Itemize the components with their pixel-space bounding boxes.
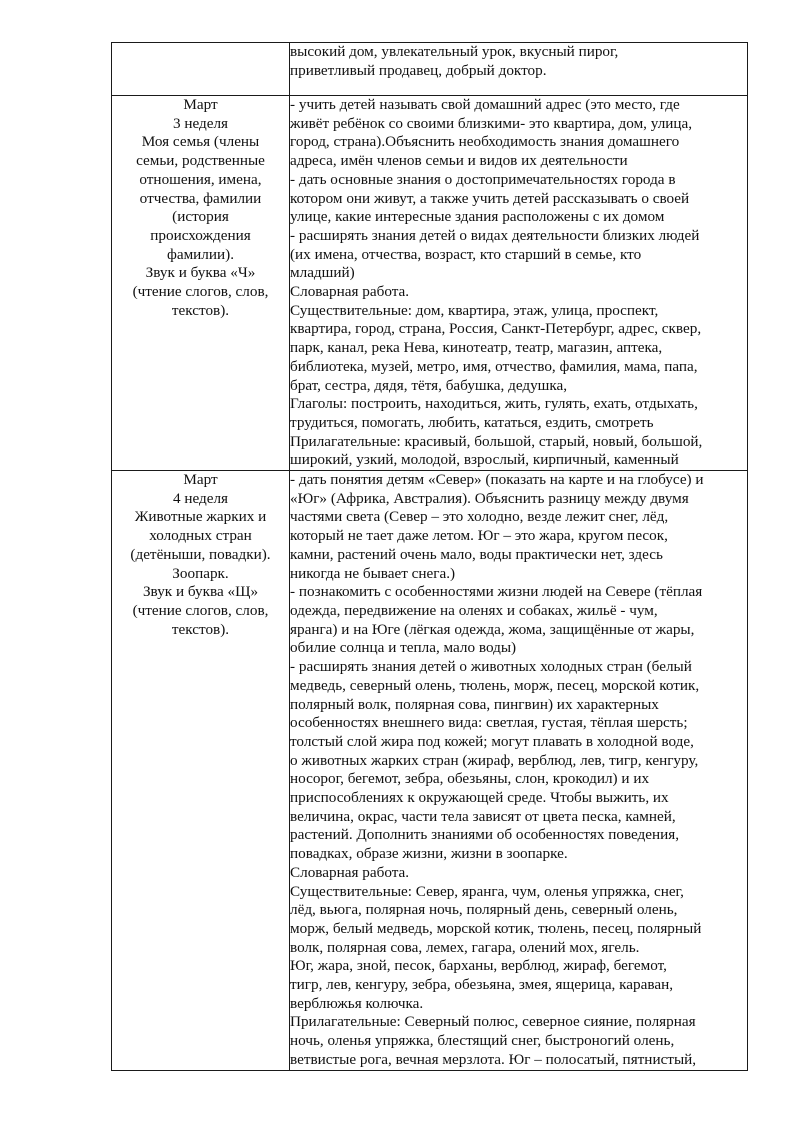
topic-line: холодных стран bbox=[149, 527, 252, 545]
goal-text-line: парк, канал, река Нева, кинотеатр, театр, магазин, аптека, bbox=[290, 339, 663, 357]
table-row bbox=[112, 471, 748, 1071]
topic-line: текстов). bbox=[171, 620, 230, 638]
goal-text-line: морж, белый медведь, морской котик, тюлень, песец, полярный bbox=[290, 919, 702, 937]
goal-text-line: Существительные: Север, яранга, чум, оленья упряжка, снег, bbox=[290, 882, 684, 900]
goal-text-line: Прилагательные: Северный полюс, северное сияние, полярная bbox=[290, 1013, 696, 1031]
goal-text-line: улице, какие интересные здания расположены с их домом bbox=[290, 208, 665, 226]
topic-line: (история bbox=[172, 208, 229, 226]
lesson-plan-table bbox=[111, 42, 748, 1071]
topic-cell bbox=[112, 96, 290, 471]
topic-line: Моя семья (члены bbox=[141, 133, 260, 151]
topic-line: Звук и буква «Щ» bbox=[142, 583, 259, 601]
goal-text-line: медведь, северный олень, тюлень, морж, песец, морской котик, bbox=[290, 676, 700, 694]
topic-line: Животные жарких и bbox=[134, 508, 267, 526]
goal-text-line: никогда не бывает снега.) bbox=[290, 564, 456, 582]
topic-line: 3 неделя bbox=[172, 114, 229, 132]
goal-text-line: лёд, вьюга, полярная ночь, полярный день, северный олень, bbox=[290, 901, 678, 919]
goal-text-line: ночь, оленья упряжка, блестящий снег, быстроногий олень, bbox=[290, 1032, 675, 1050]
topic-cell bbox=[112, 471, 290, 1071]
topic-line: (чтение слогов, слов, bbox=[132, 601, 269, 619]
goal-text-line: Словарная работа. bbox=[290, 863, 410, 881]
topic-line: Зоопарк. bbox=[172, 564, 229, 582]
goal-text-line: квартира, город, страна, Россия, Санкт-Петербург, адрес, сквер, bbox=[290, 320, 702, 338]
goal-text-line: «Юг» (Африка, Австралия). Объяснить разницу между двумя bbox=[290, 489, 689, 507]
goal-text-line: - учить детей называть свой домашний адрес (это место, где bbox=[290, 96, 680, 113]
goal-text-line: библиотека, музей, метро, имя, отчество, фамилия, мама, папа, bbox=[290, 357, 698, 375]
goal-text-line: город, страна).Объяснить необходимость знания домашнего bbox=[290, 133, 680, 151]
goal-text-line: Юг, жара, зной, песок, барханы, верблюд, жираф, бегемот, bbox=[290, 957, 667, 975]
topic-cell bbox=[112, 43, 290, 96]
goal-text-line: камни, растений очень мало, воды практически нет, здесь bbox=[290, 545, 663, 563]
goal-text-line: особенностях внешнего вида: светлая, густая, тёплая шерсть; bbox=[290, 714, 688, 732]
goal-text-line: ветвистые рога, вечная мерзлота. Юг – полосатый, пятнистый, bbox=[290, 1050, 697, 1068]
table-row bbox=[112, 96, 748, 471]
goal-text-line: величина, окрас, части тела зависят от цвета песка, камней, bbox=[290, 807, 676, 825]
goal-text-line: Прилагательные: красивый, большой, старый, новый, большой, bbox=[290, 432, 703, 450]
goal-text-line: - познакомить с особенностями жизни людей на Севере (тёплая bbox=[290, 583, 703, 601]
goal-text-line: обилие солнца и тепла, мало воды) bbox=[290, 639, 517, 657]
goal-text-line: - дать основные знания о достопримечательностях города в bbox=[290, 170, 676, 188]
goal-text-line: приветливый продавец, добрый доктор. bbox=[290, 61, 547, 79]
topic-line: семьи, родственные bbox=[136, 152, 265, 170]
goal-text-line: - расширять знания детей о животных холодных стран (белый bbox=[290, 658, 692, 676]
table-row bbox=[112, 43, 748, 96]
goal-text-line: носорог, бегемот, зебра, обезьяны, слон, крокодил) и их bbox=[290, 770, 650, 788]
goal-text-line: Словарная работа. bbox=[290, 283, 410, 301]
topic-line: происхождения bbox=[150, 226, 251, 244]
goal-text-line: одежда, передвижение на оленях и собаках, жильё - чум, bbox=[290, 601, 658, 619]
topic-line: отчества, фамилии bbox=[139, 189, 262, 207]
goal-text-line: о животных жарких стран (жираф, верблюд, лев, тигр, кенгуру, bbox=[290, 751, 699, 769]
goal-text-line: - расширять знания детей о видах деятельности близких людей bbox=[290, 226, 700, 244]
topic-line: (чтение слогов, слов, bbox=[132, 283, 269, 301]
goals-cell bbox=[290, 43, 748, 96]
goal-text-line: полярный волк, полярная сова, пингвин) их характерных bbox=[290, 695, 659, 713]
topic-line: Звук и буква «Ч» bbox=[145, 264, 256, 282]
goal-text-line: повадках, образе жизни, жизни в зоопарке. bbox=[290, 845, 568, 863]
goal-text-line: толстый слой жира под кожей; могут плавать в холодной воде, bbox=[290, 732, 694, 750]
goal-text-line: младший) bbox=[290, 264, 355, 282]
topic-line: (детёныши, повадки). bbox=[130, 545, 271, 563]
topic-line: Март bbox=[183, 96, 218, 113]
goal-text-line: яранга) и на Юге (лёгкая одежда, жома, защищённые от жары, bbox=[290, 620, 695, 638]
goal-text-line: который не тает даже летом. Юг – это жара, кругом песок, bbox=[290, 527, 668, 545]
goal-text-line: частями света (Север – это холодно, везде лежит снег, лёд, bbox=[290, 508, 669, 526]
goal-text-line: Глаголы: построить, находиться, жить, гулять, ехать, отдыхать, bbox=[290, 395, 698, 413]
goal-text-line: адреса, имён членов семьи и видов их деятельности bbox=[290, 152, 628, 170]
goal-text-line: живёт ребёнок со своими близкими- это квартира, дом, улица, bbox=[290, 114, 693, 132]
topic-line: Март bbox=[183, 471, 218, 489]
topic-line: текстов). bbox=[171, 301, 230, 319]
goal-text-line: брат, сестра, дядя, тётя, бабушка, дедушка, bbox=[290, 376, 568, 394]
goal-text-line: - дать понятия детям «Север» (показать на карте и на глобусе) и bbox=[290, 471, 704, 489]
goals-cell bbox=[290, 96, 748, 471]
goal-text-line: верблюжья колючка. bbox=[290, 994, 424, 1012]
goal-text-line: широкий, узкий, молодой, взрослый, кирпичный, каменный bbox=[290, 451, 679, 469]
topic-line: отношения, имена, bbox=[139, 170, 262, 188]
goal-text-line: трудиться, помогать, любить, кататься, ездить, смотреть bbox=[290, 413, 654, 431]
goal-text-line: приспособлениях к окружающей среде. Чтобы выжить, их bbox=[290, 789, 669, 807]
goal-text-line: тигр, лев, кенгуру, зебра, обезьяна, змея, ящерица, караван, bbox=[290, 976, 674, 994]
goal-text-line: высокий дом, увлекательный урок, вкусный пирог, bbox=[290, 43, 619, 60]
topic-line: фамилии). bbox=[166, 245, 234, 263]
goal-text-line: Существительные: дом, квартира, этаж, улица, проспект, bbox=[290, 301, 659, 319]
goal-text-line: растений. Дополнить знаниями об особенностях поведения, bbox=[290, 826, 680, 844]
goal-text-line: котором они живут, а также учить детей рассказывать о своей bbox=[290, 189, 690, 207]
goal-text-line: волк, полярная сова, лемех, гагара, олений мох, ягель. bbox=[290, 938, 640, 956]
goal-text-line: (их имена, отчества, возраст, кто старший в семье, кто bbox=[290, 245, 642, 263]
topic-line: 4 неделя bbox=[172, 489, 229, 507]
goals-cell bbox=[290, 471, 748, 1071]
